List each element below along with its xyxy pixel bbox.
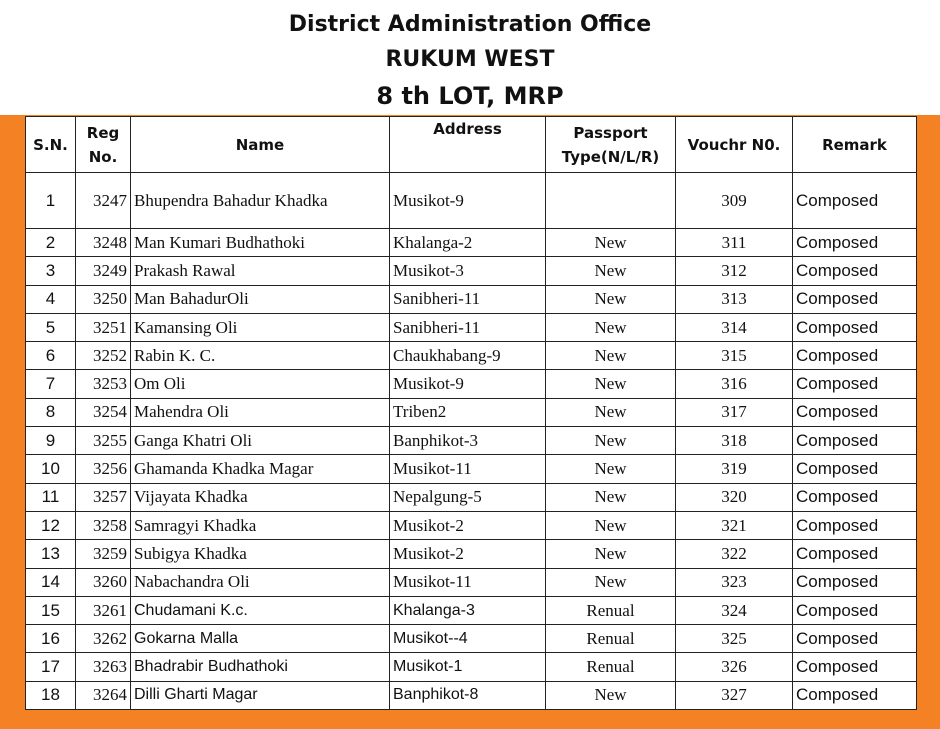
cell-reg-no: 3251 bbox=[76, 313, 131, 341]
cell-passport-type: New bbox=[546, 257, 676, 285]
cell-passport-type: New bbox=[546, 285, 676, 313]
cell-name: Bhadrabir Budhathoki bbox=[131, 653, 390, 681]
cell-address: Khalanga-2 bbox=[390, 229, 546, 257]
cell-reg-no: 3249 bbox=[76, 257, 131, 285]
cell-voucher: 317 bbox=[676, 398, 793, 426]
cell-remark: Composed bbox=[793, 568, 917, 596]
cell-address: Musikot-3 bbox=[390, 257, 546, 285]
cell-voucher: 320 bbox=[676, 483, 793, 511]
table-row bbox=[26, 285, 917, 313]
cell-reg-no: 3264 bbox=[76, 681, 131, 709]
cell-name: Subigya Khadka bbox=[131, 540, 390, 568]
cell-remark: Composed bbox=[793, 313, 917, 341]
cell-address: Banphikot-3 bbox=[390, 427, 546, 455]
col-header-name: Name bbox=[131, 117, 390, 173]
cell-remark: Composed bbox=[793, 511, 917, 539]
table-row bbox=[26, 398, 917, 426]
cell-address: Musikot-2 bbox=[390, 511, 546, 539]
cell-passport-type: Renual bbox=[546, 596, 676, 624]
cell-reg-no: 3259 bbox=[76, 540, 131, 568]
cell-reg-no: 3247 bbox=[76, 173, 131, 229]
table-row bbox=[26, 568, 917, 596]
col-header-passport-line2: Type(N/L/R) bbox=[561, 147, 660, 166]
cell-sn: 11 bbox=[26, 483, 76, 511]
cell-remark: Composed bbox=[793, 342, 917, 370]
cell-sn: 14 bbox=[26, 568, 76, 596]
cell-sn: 2 bbox=[26, 229, 76, 257]
cell-reg-no: 3257 bbox=[76, 483, 131, 511]
table-row bbox=[26, 342, 917, 370]
cell-voucher: 318 bbox=[676, 427, 793, 455]
cell-sn: 5 bbox=[26, 313, 76, 341]
cell-remark: Composed bbox=[793, 483, 917, 511]
cell-reg-no: 3256 bbox=[76, 455, 131, 483]
cell-sn: 13 bbox=[26, 540, 76, 568]
cell-remark: Composed bbox=[793, 681, 917, 709]
cell-address: Nepalgung-5 bbox=[390, 483, 546, 511]
cell-sn: 16 bbox=[26, 625, 76, 653]
col-header-reg bbox=[76, 117, 131, 173]
cell-voucher: 311 bbox=[676, 229, 793, 257]
table-header-row bbox=[26, 117, 917, 173]
cell-reg-no: 3260 bbox=[76, 568, 131, 596]
cell-name: Bhupendra Bahadur Khadka bbox=[131, 173, 390, 229]
cell-sn: 17 bbox=[26, 653, 76, 681]
cell-voucher: 309 bbox=[676, 173, 793, 229]
cell-address: Khalanga-3 bbox=[390, 596, 546, 624]
cell-reg-no: 3250 bbox=[76, 285, 131, 313]
cell-sn: 8 bbox=[26, 398, 76, 426]
cell-sn: 6 bbox=[26, 342, 76, 370]
cell-passport-type: New bbox=[546, 427, 676, 455]
cell-address: Musikot-11 bbox=[390, 568, 546, 596]
cell-address: Banphikot-8 bbox=[390, 681, 546, 709]
cell-address: Musikot-9 bbox=[390, 173, 546, 229]
cell-address: Musikot--4 bbox=[390, 625, 546, 653]
cell-voucher: 325 bbox=[676, 625, 793, 653]
col-header-address: Address bbox=[390, 117, 546, 173]
cell-reg-no: 3254 bbox=[76, 398, 131, 426]
cell-sn: 4 bbox=[26, 285, 76, 313]
cell-voucher: 321 bbox=[676, 511, 793, 539]
cell-reg-no: 3253 bbox=[76, 370, 131, 398]
cell-voucher: 314 bbox=[676, 313, 793, 341]
cell-voucher: 322 bbox=[676, 540, 793, 568]
table-row bbox=[26, 483, 917, 511]
cell-name: Ghamanda Khadka Magar bbox=[131, 455, 390, 483]
cell-passport-type: Renual bbox=[546, 653, 676, 681]
cell-name: Man BahadurOli bbox=[131, 285, 390, 313]
col-header-reg-line1: Reg bbox=[86, 123, 120, 142]
cell-name: Samragyi Khadka bbox=[131, 511, 390, 539]
cell-remark: Composed bbox=[793, 540, 917, 568]
col-header-voucher: Vouchr N0. bbox=[676, 117, 793, 173]
cell-address: Musikot-9 bbox=[390, 370, 546, 398]
passport-register-table bbox=[25, 116, 917, 710]
cell-passport-type: New bbox=[546, 313, 676, 341]
table-row bbox=[26, 653, 917, 681]
cell-sn: 12 bbox=[26, 511, 76, 539]
table-row bbox=[26, 625, 917, 653]
cell-address: Sanibheri-11 bbox=[390, 285, 546, 313]
cell-name: Kamansing Oli bbox=[131, 313, 390, 341]
cell-voucher: 313 bbox=[676, 285, 793, 313]
cell-address: Musikot-11 bbox=[390, 455, 546, 483]
cell-sn: 3 bbox=[26, 257, 76, 285]
cell-passport-type: New bbox=[546, 370, 676, 398]
cell-remark: Composed bbox=[793, 229, 917, 257]
col-header-sn: S.N. bbox=[26, 117, 76, 173]
table-row bbox=[26, 427, 917, 455]
cell-voucher: 324 bbox=[676, 596, 793, 624]
table-row bbox=[26, 511, 917, 539]
cell-passport-type: New bbox=[546, 398, 676, 426]
cell-address: Triben2 bbox=[390, 398, 546, 426]
table-row bbox=[26, 681, 917, 709]
cell-passport-type bbox=[546, 173, 676, 229]
lot-title: 8 th LOT, MRP bbox=[376, 82, 564, 110]
cell-sn: 10 bbox=[26, 455, 76, 483]
table-row bbox=[26, 596, 917, 624]
table-row bbox=[26, 257, 917, 285]
cell-voucher: 315 bbox=[676, 342, 793, 370]
cell-name: Vijayata Khadka bbox=[131, 483, 390, 511]
cell-passport-type: Renual bbox=[546, 625, 676, 653]
col-header-reg-line2: No. bbox=[88, 147, 118, 166]
cell-name: Dilli Gharti Magar bbox=[131, 681, 390, 709]
cell-sn: 1 bbox=[26, 173, 76, 229]
cell-remark: Composed bbox=[793, 625, 917, 653]
cell-name: Ganga Khatri Oli bbox=[131, 427, 390, 455]
col-header-passport-line1: Passport bbox=[573, 123, 648, 142]
cell-sn: 7 bbox=[26, 370, 76, 398]
cell-remark: Composed bbox=[793, 653, 917, 681]
cell-voucher: 312 bbox=[676, 257, 793, 285]
cell-sn: 9 bbox=[26, 427, 76, 455]
cell-remark: Composed bbox=[793, 370, 917, 398]
district-title: RUKUM WEST bbox=[385, 47, 555, 72]
office-title: District Administration Office bbox=[288, 12, 652, 37]
cell-reg-no: 3248 bbox=[76, 229, 131, 257]
cell-name: Man Kumari Budhathoki bbox=[131, 229, 390, 257]
table-row bbox=[26, 173, 917, 229]
table-row bbox=[26, 455, 917, 483]
table-row bbox=[26, 229, 917, 257]
cell-passport-type: New bbox=[546, 568, 676, 596]
cell-passport-type: New bbox=[546, 540, 676, 568]
table-row bbox=[26, 370, 917, 398]
cell-reg-no: 3262 bbox=[76, 625, 131, 653]
cell-voucher: 316 bbox=[676, 370, 793, 398]
cell-passport-type: New bbox=[546, 483, 676, 511]
cell-name: Chudamani K.c. bbox=[131, 596, 390, 624]
cell-name: Prakash Rawal bbox=[131, 257, 390, 285]
cell-name: Rabin K. C. bbox=[131, 342, 390, 370]
cell-remark: Composed bbox=[793, 173, 917, 229]
cell-passport-type: New bbox=[546, 229, 676, 257]
cell-sn: 15 bbox=[26, 596, 76, 624]
table-row bbox=[26, 540, 917, 568]
cell-voucher: 326 bbox=[676, 653, 793, 681]
cell-passport-type: New bbox=[546, 511, 676, 539]
col-header-passport-type bbox=[546, 117, 676, 173]
cell-passport-type: New bbox=[546, 455, 676, 483]
cell-reg-no: 3255 bbox=[76, 427, 131, 455]
cell-name: Nabachandra Oli bbox=[131, 568, 390, 596]
col-header-remark: Remark bbox=[793, 117, 917, 173]
cell-passport-type: New bbox=[546, 681, 676, 709]
cell-passport-type: New bbox=[546, 342, 676, 370]
cell-remark: Composed bbox=[793, 427, 917, 455]
cell-address: Chaukhabang-9 bbox=[390, 342, 546, 370]
cell-reg-no: 3263 bbox=[76, 653, 131, 681]
cell-reg-no: 3258 bbox=[76, 511, 131, 539]
cell-voucher: 319 bbox=[676, 455, 793, 483]
cell-remark: Composed bbox=[793, 285, 917, 313]
cell-reg-no: 3261 bbox=[76, 596, 131, 624]
cell-remark: Composed bbox=[793, 455, 917, 483]
cell-voucher: 327 bbox=[676, 681, 793, 709]
cell-address: Musikot-1 bbox=[390, 653, 546, 681]
cell-remark: Composed bbox=[793, 257, 917, 285]
cell-remark: Composed bbox=[793, 596, 917, 624]
cell-remark: Composed bbox=[793, 398, 917, 426]
cell-name: Gokarna Malla bbox=[131, 625, 390, 653]
cell-reg-no: 3252 bbox=[76, 342, 131, 370]
cell-name: Om Oli bbox=[131, 370, 390, 398]
cell-address: Sanibheri-11 bbox=[390, 313, 546, 341]
cell-name: Mahendra Oli bbox=[131, 398, 390, 426]
table-row bbox=[26, 313, 917, 341]
cell-sn: 18 bbox=[26, 681, 76, 709]
cell-address: Musikot-2 bbox=[390, 540, 546, 568]
cell-voucher: 323 bbox=[676, 568, 793, 596]
